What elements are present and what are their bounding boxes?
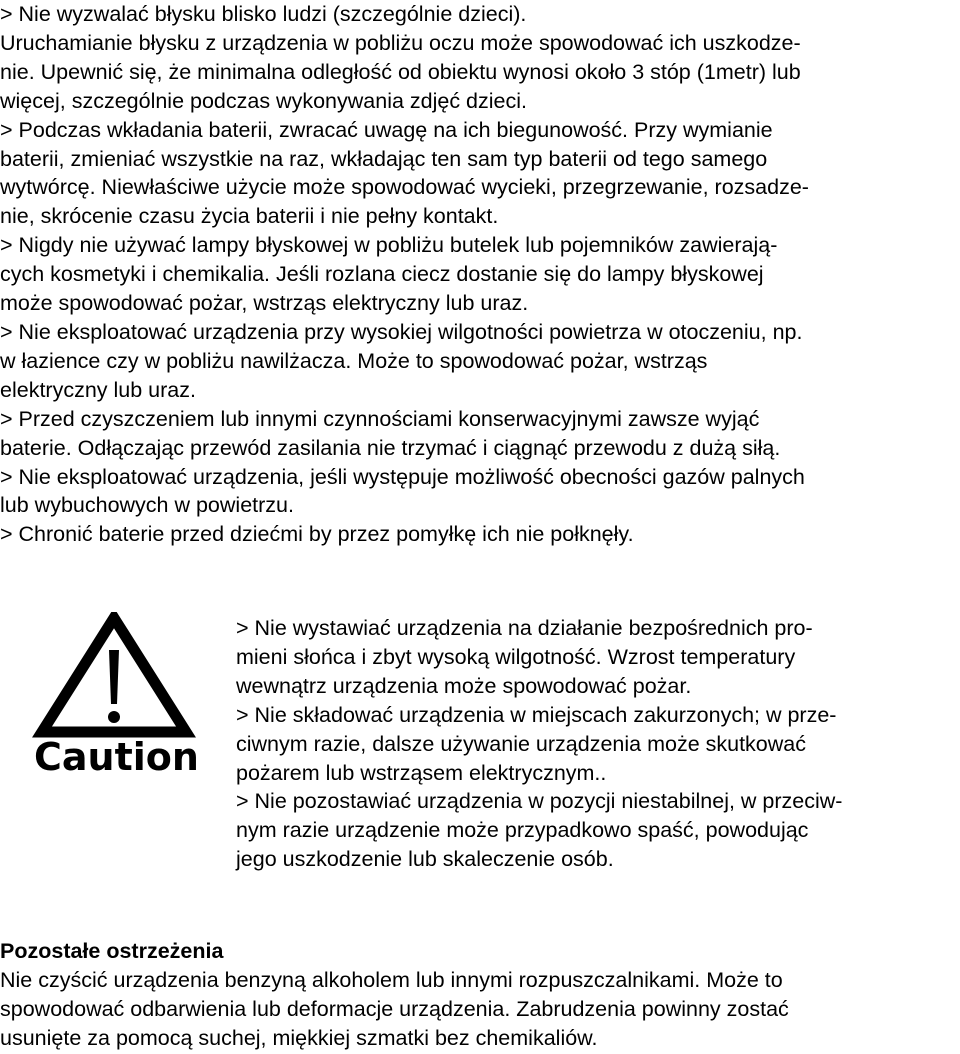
warning-line: > Nie wyzwalać błysku blisko ludzi (szczególnie dzieci). (0, 2, 527, 26)
warning-line: > Nie eksploatować urządzenia, jeśli występuje możliwość obecności gazów palnych (0, 464, 805, 489)
paragraph-line: usunięte za pomocą suchej, miękkiej szmatki bez chemikaliów. (0, 1025, 598, 1050)
warning-line: baterii, zmieniać wszystkie na raz, wkładając ten sam typ baterii od tego samego (0, 146, 768, 171)
warning-line: > Nigdy nie używać lampy błyskowej w pobliżu butelek lub pojemników zawierają- (0, 233, 778, 258)
placement-warnings (236, 614, 956, 874)
warning-line: jego uszkodzenie lub skaleczenie osób. (236, 847, 614, 872)
warning-line: > Nie składować urządzenia w miejscach zakurzonych; w prze- (236, 702, 837, 727)
warning-line: nie. Upewnić się, że minimalna odległość od obiektu wynosi około 3 stóp (1metr) lub (0, 59, 801, 84)
warning-line: więcej, szczególnie podczas wykonywania zdjęć dzieci. (0, 88, 528, 113)
warning-line: > Nie pozostawiać urządzenia w pozycji niestabilnej, w przeciw- (236, 789, 843, 814)
warning-line: ciwnym razie, dalsze używanie urządzenia może skutkować (236, 731, 806, 756)
paragraph-line: spowodować odbarwienia lub deformacje urządzenia. Zabrudzenia powinny zostać (0, 996, 789, 1021)
warning-line: lub wybuchowych w powietrzu. (0, 493, 294, 518)
warning-line: wewnątrz urządzenia może spowodować pożar. (236, 673, 692, 698)
warning-line: > Chronić baterie przed dziećmi by przez pomyłkę ich nie połknęły. (0, 522, 634, 547)
warning-line: > Podczas wkładania baterii, zwracać uwagę na ich biegunowość. Przy wymianie (0, 117, 773, 142)
caution-triangle-icon (28, 612, 218, 786)
caution-label: Caution (34, 735, 199, 779)
warning-line: pożarem lub wstrząsem elektrycznym.. (236, 760, 607, 785)
caution-sign (28, 612, 218, 786)
warning-line: cych kosmetyki i chemikalia. Jeśli rozlana ciecz dostanie się do lampy błyskowej (0, 262, 764, 287)
warning-line: baterie. Odłączając przewód zasilania nie trzymać i ciągnąć przewodu z dużą siłą. (0, 435, 781, 460)
warning-line: wytwórcę. Niewłaściwe użycie może spowodować wycieki, przegrzewanie, rozsadze- (0, 175, 809, 200)
warning-line: > Przed czyszczeniem lub innymi czynnościami konserwacyjnymi zawsze wyjąć (0, 406, 760, 431)
warning-line: w łazience czy w pobliżu nawilżacza. Może to spowodować pożar, wstrząs (0, 348, 708, 373)
paragraph-line: Nie czyścić urządzenia benzyną alkoholem lub innymi rozpuszczalnikami. Może to (0, 967, 783, 992)
other-warnings-section (0, 937, 960, 1053)
warning-line: Uruchamianie błysku z urządzenia w pobliżu oczu może spowodować ich uszkodze- (0, 30, 801, 55)
warning-line: > Nie eksploatować urządzenia przy wysokiej wilgotności powietrza w otoczeniu, np. (0, 319, 803, 344)
warning-line: > Nie wystawiać urządzenia na działanie bezpośrednich pro- (236, 616, 813, 640)
warning-line: elektryczny lub uraz. (0, 377, 196, 402)
warning-line: może spowodować pożar, wstrząs elektryczny lub uraz. (0, 291, 529, 316)
warning-line: nie, skrócenie czasu życia baterii i nie pełny kontakt. (0, 204, 499, 229)
warning-line: nym razie urządzenie może przypadkowo spaść, powodując (236, 818, 809, 843)
warning-line: mieni słońca i zbyt wysoką wilgotność. Wzrost temperatury (236, 644, 796, 669)
section-heading: Pozostałe ostrzeżenia (0, 939, 224, 963)
